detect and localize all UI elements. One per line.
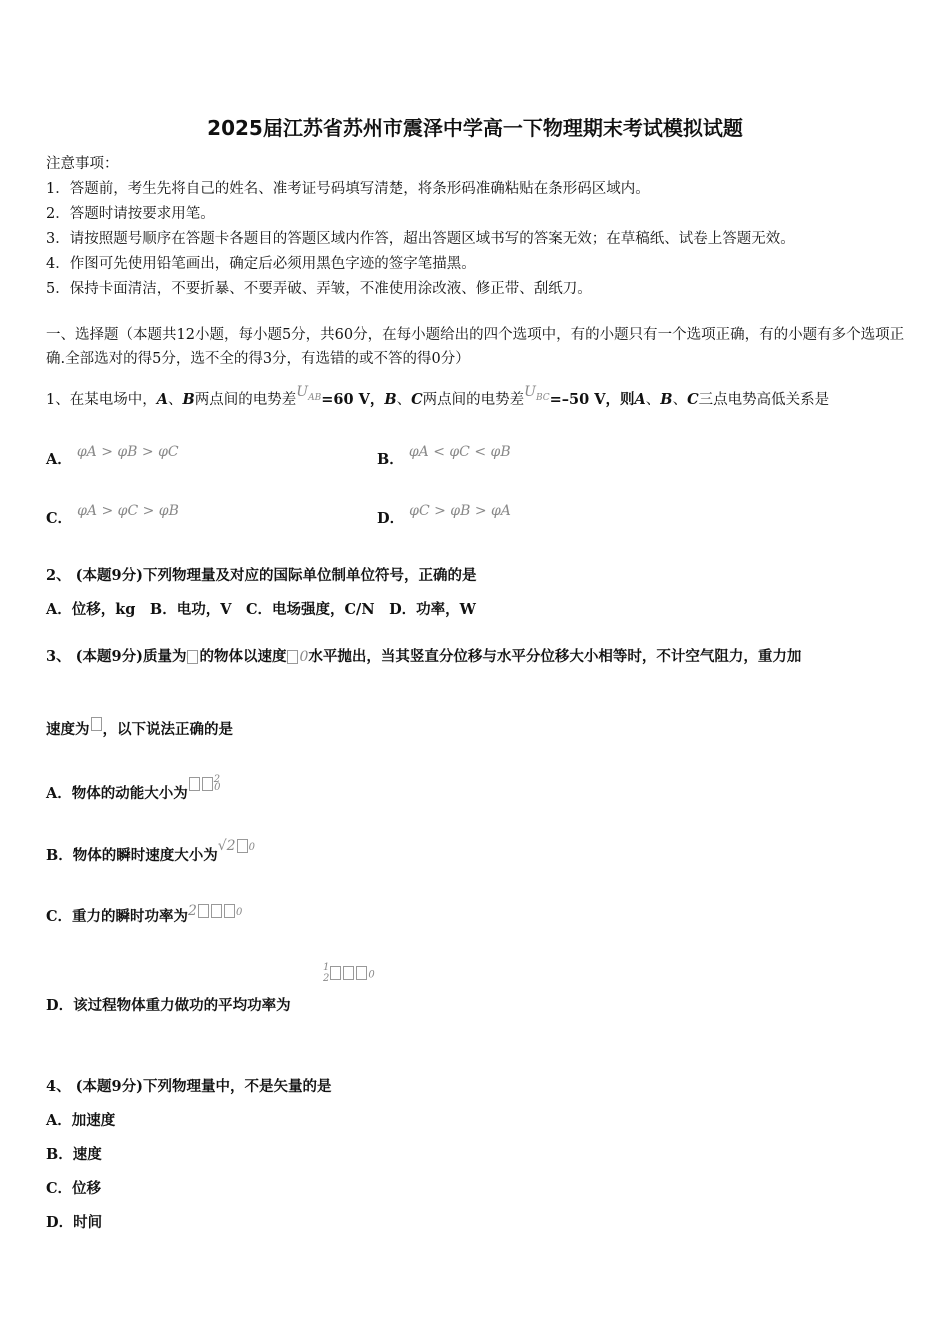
q3-gravity-symbol xyxy=(91,717,102,731)
q1-point-a3: A xyxy=(634,391,646,408)
q3-option-d-formula: 1 2 0 xyxy=(323,962,375,984)
q3-mass-symbol xyxy=(187,650,198,664)
q1-point-b3: B xyxy=(660,391,673,408)
q3-stem-e: ，以下说法正确的是 xyxy=(102,721,233,738)
q1-option-c-label: C． xyxy=(46,510,73,527)
q1-option-a xyxy=(46,444,179,469)
q4-option-a: A．加速度 xyxy=(46,1112,116,1129)
q1-point-c: C xyxy=(411,391,423,408)
q1-sep: 、 xyxy=(168,392,183,408)
question-2-options: A．位移，kg B．电功，V C．电场强度，C/N D．功率，W xyxy=(46,601,476,618)
q3-stem-b: 的物体以速度 xyxy=(199,648,287,665)
q1-val1: =60 V， xyxy=(321,391,385,408)
q1-sep4: 、 xyxy=(672,392,688,408)
q1-option-c-expr: φA > φC > φB xyxy=(77,503,179,519)
q1-option-a-label: A． xyxy=(46,451,72,468)
question-3-stem-cont xyxy=(46,718,233,739)
q4-option-c: C．位移 xyxy=(46,1180,102,1197)
q3-option-c-text: C．重力的瞬时功率为 xyxy=(46,908,189,925)
q1-option-b xyxy=(377,444,511,469)
q3-option-a-text: A．物体的动能大小为 xyxy=(46,785,188,802)
page-title: 2025届江苏省苏州市震泽中学高一下物理期末考试模拟试题 xyxy=(207,116,743,140)
q3-option-b-formula: √2 0 xyxy=(217,838,255,854)
section-heading: 一、选择题（本题共12小题，每小题5分，共60分，在每小题给出的四个选项中，有的小题只有一个选项正确，有的小题有多个选项正确.全部选对的得5分，选不全的得3分，有选错的或不答的得0分） xyxy=(46,327,905,367)
q3-option-d-fraction: 1 2 xyxy=(323,962,330,984)
q3-option-c-formula: 2 0 xyxy=(188,903,243,919)
notice-heading: 注意事项： xyxy=(46,156,119,172)
question-4-stem: 4、 (本题9分)下列物理量中，不是矢量的是 xyxy=(46,1078,332,1095)
q3-option-d-text: D．该过程物体重力做功的平均功率为 xyxy=(46,997,291,1014)
notice-item-3: 3．请按照题号顺序在答题卡各题目的答题区域内作答，超出答题区域书写的答案无效；在草稿纸、试卷上答题无效。 xyxy=(46,231,795,247)
q1-mid2: 两点间的电势差 xyxy=(422,392,525,408)
q1-point-b2: B xyxy=(384,391,397,408)
q3-option-c xyxy=(46,905,242,926)
question-1-stem xyxy=(46,384,830,411)
q3-velocity-symbol xyxy=(287,650,298,664)
q1-option-d-expr: φC > φB > φA xyxy=(409,503,511,519)
q1-point-c3: C xyxy=(687,391,699,408)
q3-option-d xyxy=(46,994,291,1015)
q1-val2: =–50 V，则 xyxy=(549,391,635,408)
q3-option-a xyxy=(46,774,227,803)
q1-sep3: 、 xyxy=(645,392,661,408)
q1-prefix: 1、在某电场中， xyxy=(46,392,157,408)
q1-suffix: 三点电势高低关系是 xyxy=(698,392,830,408)
q1-option-d xyxy=(377,503,511,528)
q3-option-b xyxy=(46,838,255,865)
question-2-stem: 2、 (本题9分)下列物理量及对应的国际单位制单位符号，正确的是 xyxy=(46,567,477,584)
q3-option-b-text: B．物体的瞬时速度大小为 xyxy=(46,847,218,864)
notice-item-2: 2．答题时请按要求用笔。 xyxy=(46,206,215,222)
q1-uab-symbol: $U_{AB}$ xyxy=(296,384,322,403)
q1-mid1: 两点间的电势差 xyxy=(194,392,297,408)
q1-sep2: 、 xyxy=(396,392,412,408)
q4-option-b: B．速度 xyxy=(46,1146,102,1163)
q4-option-d: D．时间 xyxy=(46,1214,103,1231)
q3-stem-d: 速度为 xyxy=(46,721,90,738)
question-3-stem xyxy=(46,645,801,666)
q3-velocity-sub: 0 xyxy=(299,649,309,665)
q1-option-d-label: D． xyxy=(377,510,405,527)
q1-ubc-symbol: $U_{BC}$ xyxy=(524,384,550,403)
q1-option-b-expr: φA < φC < φB xyxy=(408,444,511,460)
q1-option-c xyxy=(46,503,179,528)
notice-item-4: 4．作图可先使用铅笔画出，确定后必须用黑色字迹的签字笔描黑。 xyxy=(46,256,476,272)
q1-point-a: A xyxy=(156,391,168,408)
notice-item-1: 1．答题前，考生先将自己的姓名、准考证号码填写清楚，将条形码准确粘贴在条形码区域内。 xyxy=(46,181,650,197)
q3-stem-a: 3、 (本题9分)质量为 xyxy=(46,648,187,665)
notice-item-5: 5．保持卡面清洁，不要折暴、不要弄破、弄皱，不准使用涂改液、修正带、刮纸刀。 xyxy=(46,281,592,297)
q1-option-b-label: B． xyxy=(377,451,404,468)
q3-stem-c: 水平抛出，当其竖直分位移与水平分位移大小相等时，不计空气阻力，重力加 xyxy=(308,648,802,665)
q1-point-b: B xyxy=(182,391,195,408)
q1-option-a-expr: φA > φB > φC xyxy=(76,444,179,460)
q3-option-a-formula: $^2$0 xyxy=(188,775,227,792)
